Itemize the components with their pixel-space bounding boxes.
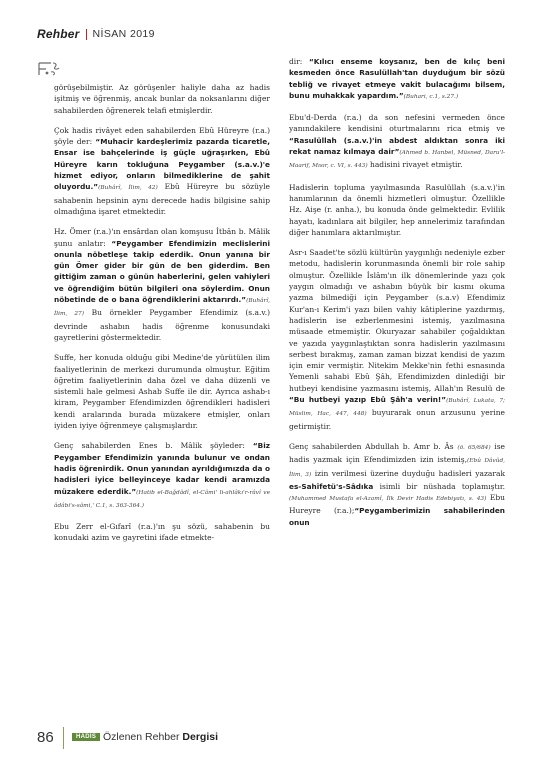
body-text: Hadislerin topluma yayılmasında Rasulüllah (s.a.v.)'in hanımlarının da önemli hizmetleri olmuştur. Özellikle Hz. Aişe (r. anha.), bu konuda önde gelmektedir. Evlilik hayatı, kadınlara ait bilgiler, hep annelerimiz tarafından diğer hanımlara aktarılmıştır. <box>289 182 505 237</box>
body-text: buyurarak onun arzusunu yerine getirmiştir. <box>289 408 505 431</box>
citation: (Hatib el-Bağdâdî, el-Câmi' li-ahlâkı'r-râvî ve âdâbi's-sâmi,' C.1, s. 363-364.) <box>54 489 271 509</box>
quote-bold: “Kılıcı enseme koysanız, ben de kılıç beni kesmeden önce Rasulüllah'tan duyduğum bir sözü tebliğ ve rivayet etmeye vakit bulacağımı bilsem, bunu muhakkak yapardım.” <box>289 57 505 100</box>
magazine-brand: Rehber <box>37 27 80 41</box>
paragraph <box>54 521 270 544</box>
paragraph <box>54 440 270 512</box>
magazine-name <box>103 731 218 743</box>
body-text: Ebû Hüreyre bu sözüyle sahabenin hepsinin aynı derecede hadis bilgisine sahip olmadığına işaret etmektedir. <box>54 182 270 216</box>
citation: (Buhârî, Lukata, 7; Müslim, Hac, 447, 448) <box>289 398 505 418</box>
quote-bold: “Biz Peygamber Efendimizin yanında bulunur ve ondan hadis öğrenirdik. Onun yanından ayrıldığımızda da o hadisleri iyice belleyinceye kadar kendi aramızda müzakere ederdik.” <box>54 441 270 496</box>
citation: (Buhârî, İlim, 27) <box>54 298 270 318</box>
issue-date: NİSAN 2019 <box>92 28 155 40</box>
body-text: Asr-ı Saadet'te sözlü kültürün yaygınlığı nedeniyle ezber metodu, hadislerin korunmasında önemli bir role sahip olmuştur. Özellikle İslâm'ın ilk dönemlerinde yazı çok yaygın olmadığı ve ashabın büyük bir kısmı okuma yazma bilmediği için Peygamber (s.a.v) Efendimiz Kur'an-ı Kerim'i yazı bilen vahiy kâtiplerine yazdırmış, hadislerin ise ezberlenmesini istemiş, yazılmasına müsaade etmemiştir. Okuryazar sahabiler çoğaldıktan ve yazıda yaygınlaştıktan sonra hadislerin yazılmasını serbest bırakmış, zaman zaman bizzat kendisi de yazım için emir vermiştir. Nitekim Mekke'nin fethi esnasında Yemenli sahabi Ebû Şâh, Efendimizden dinlediği bir hutbeyi kendisine yazmasını istemiş, Allah'ın Resulü de <box>289 248 505 393</box>
body-text: görüşebilmiştir. Az görüşenler haliyle daha az hadis işitmiş ve öğrenmiş, ancak bunlar da noksanlarını diğer sahabilerden öğrenerek telafi etmişlerdir. <box>54 83 270 115</box>
body-text: Hz. Ömer (r.a.)'ın ensârdan olan komşusu İtbân b. Mâlik şunu anlatır: <box>54 227 270 248</box>
quote-bold: “Rasulüllah (s.a.v.)'in abdest aldıktan sonra iki rekat namaz kılmaya dair” <box>289 135 505 157</box>
quote-bold: “Bu hutbeyi yazıp Ebû Şâh'a verin!” <box>289 395 447 405</box>
citation: (Muhammed Mustafa el-Azamî, İlk Devir Hadis Edebiyatı, s. 43) <box>289 496 487 503</box>
ornament-icon <box>37 60 63 78</box>
citation: (Buhârî, İlim, 42) <box>98 185 158 192</box>
paragraph <box>289 182 505 238</box>
quote-bold: “Peygamber Efendimizin meclislerini onunla nöbetleşe takip ederdik. Onun yanına bir gün Ömer gider bir gün de ben giderdim. Ben gittiğim zaman o günün haberlerini, gelen vahiyleri ve öğrendiğim bütün bilgileri ona söylerdim. Onun nöbetinde de o bana öğrendiklerini aktarırdı.” <box>54 238 270 305</box>
header-divider <box>86 29 87 40</box>
section-badge: HADİS <box>72 733 100 741</box>
paragraph <box>289 247 505 432</box>
page-header <box>37 26 155 42</box>
body-text: hadisini rivayet etmiştir. <box>367 160 463 170</box>
quote-bold: “Peygamberimizin sahabilerinden onun <box>289 506 506 527</box>
body-text: Ebu Hureyre (r.a.); <box>289 493 506 516</box>
page-number: 86 <box>37 729 54 746</box>
quote-bold: es-Sahîfetü's-Sâdıka <box>289 481 374 491</box>
body-text: isimli bir nüshada toplamıştır. <box>373 481 505 491</box>
magazine-name-bold: Dergisi <box>182 731 218 743</box>
paragraph <box>289 56 505 103</box>
paragraph <box>54 226 270 343</box>
body-text: ise hadis yazmak için Efendimizden izin istemiş, <box>289 441 505 465</box>
paragraph <box>54 352 270 431</box>
citation: (Ahmed b. Hanbel, Müsned, Daru'l-Maarif, Mısır, c. VI, s. 443) <box>289 150 506 170</box>
citation: (Ebû Dâvûd, İlim, 3) <box>289 458 505 478</box>
paragraph <box>289 441 505 528</box>
paragraph <box>289 112 505 172</box>
paragraph <box>54 82 270 116</box>
body-text: Çok hadis rivâyet eden sahabilerden Ebû Hüreyre (r.a.) şöyle der: <box>54 125 270 147</box>
body-text: Suffe, her konuda olduğu gibi Medine'de yürütülen ilim faaliyetlerinin de merkezi durumunda olmuştur. Eğitim öğretim faaliyetlerinin daha özel ve daha düzenli ve sistemli hale gelmesi Ashab Suffe ile dir. Ayrıca ashab-ı kiram, Peygamber Efendimizden öğrendikleri hadisleri kendi aralarında burada müzakere etmişler, onları iyiden iyiye öğrenmeye çalışmışlardır. <box>54 353 270 431</box>
page-footer <box>37 727 517 749</box>
article-column-right <box>289 56 505 537</box>
body-text: Ebu Zerr el-Gıfarî (r.a.)'ın şu sözü, sahabenin bu konudaki azim ve gayretini ifade etmekte- <box>54 522 270 543</box>
body-text: Genç sahabilerden Enes b. Mâlik şöyleder: <box>54 441 253 451</box>
quote-bold: “Muhacir kardeşlerimiz pazarda ticaretle, Ensar ise bahçelerinde iş güçle uğraşırken, Ebû Hüreyre karın tokluğuna Peygamber (s.a.v.)'e hizmet ediyor, onların bilmediklerine de şahit oluyordu.” <box>54 137 270 192</box>
paragraph <box>54 125 270 217</box>
magazine-name-plain: Özlenen Rehber <box>103 731 183 743</box>
article-column-left <box>54 82 270 553</box>
body-text: Bu örnekler Peygamber Efendimiz (s.a.v.) devrinde ashabın hadis öğrenme konusundaki gayretlerini göstermektedir. <box>54 308 270 342</box>
citation: (Buhari, c.1, s.27.) <box>403 93 459 100</box>
body-text: Ebu'd-Derda (r.a.) da son nefesini vermeden önce yanındakilere kendisini oturtmalarını rica etmiş ve <box>289 113 505 134</box>
body-text: Genç sahabilerden Abdullah b. Amr b. Âs <box>289 441 458 451</box>
footer-divider <box>63 727 64 749</box>
body-text: dir: <box>289 57 309 66</box>
citation: (ö. 65/684) <box>457 444 491 451</box>
body-text: izin verilmesi üzerine duyduğu hadisleri yazarak <box>311 468 505 478</box>
